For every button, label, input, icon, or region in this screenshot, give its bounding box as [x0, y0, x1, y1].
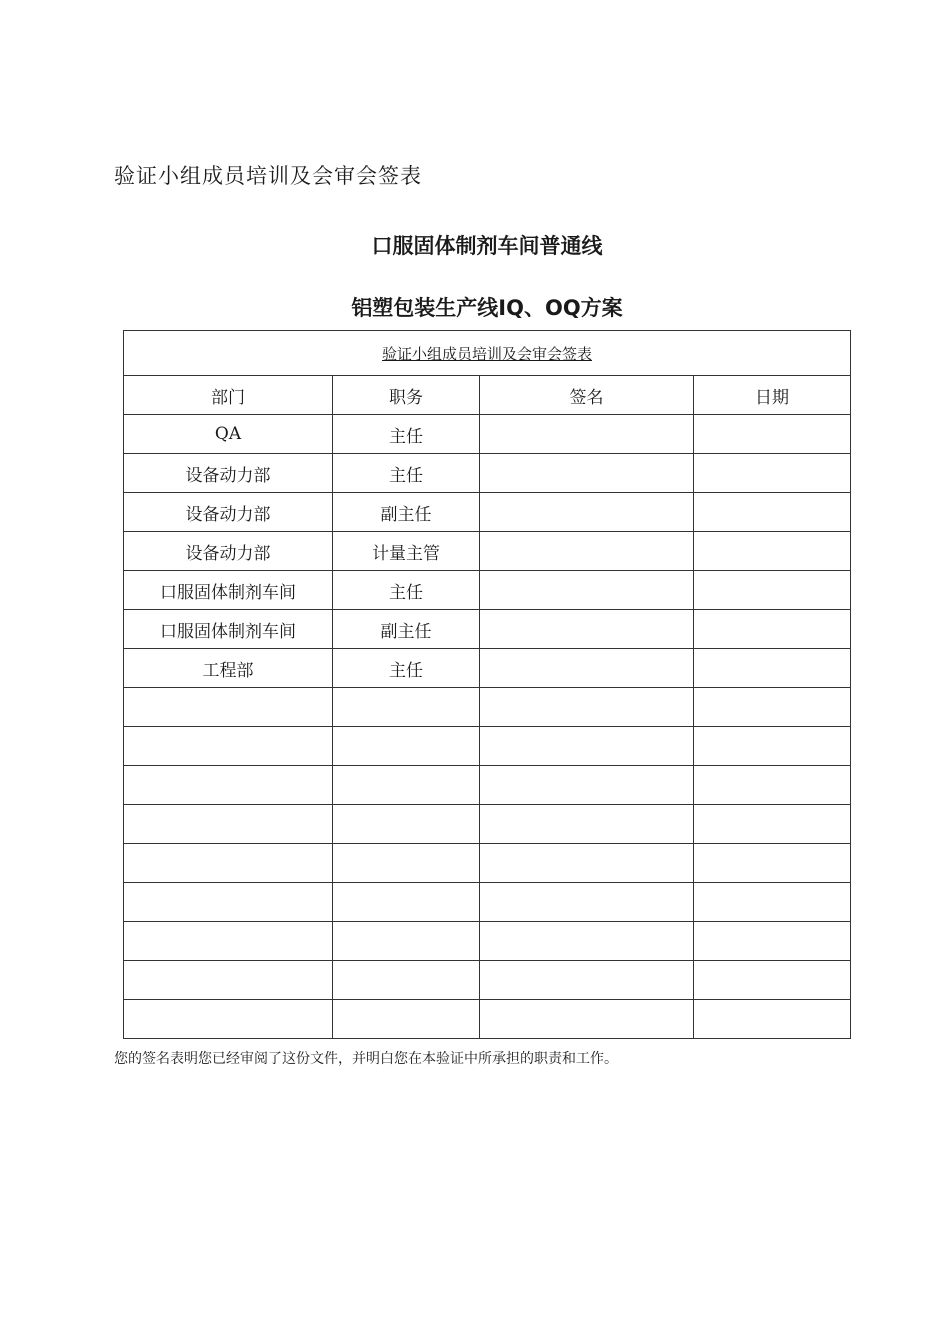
- table-row: [124, 610, 851, 649]
- date-cell[interactable]: [694, 805, 851, 844]
- date-cell[interactable]: [694, 961, 851, 1000]
- table-row: [124, 493, 851, 532]
- signature-cell[interactable]: [480, 805, 694, 844]
- department-cell: QA: [124, 415, 333, 454]
- department-cell: [124, 844, 333, 883]
- header-date: 日期: [694, 376, 851, 415]
- position-cell: [333, 961, 480, 1000]
- signature-cell[interactable]: [480, 961, 694, 1000]
- header-department: 部门: [124, 376, 333, 415]
- document-title-line-1: 口服固体制剂车间普通线: [371, 234, 603, 258]
- header-position: 职务: [333, 376, 480, 415]
- department-cell: 设备动力部: [124, 493, 333, 532]
- header-signature: 签名: [480, 376, 694, 415]
- department-cell: [124, 727, 333, 766]
- date-cell[interactable]: [694, 454, 851, 493]
- table-caption: 验证小组成员培训及会审会签表: [382, 344, 593, 363]
- department-cell: 口服固体制剂车间: [124, 610, 333, 649]
- date-cell[interactable]: [694, 1000, 851, 1039]
- position-cell: 计量主管: [333, 532, 480, 571]
- table-header-row: [124, 376, 851, 415]
- signature-cell[interactable]: [480, 688, 694, 727]
- table-row: [124, 415, 851, 454]
- date-cell[interactable]: [694, 571, 851, 610]
- department-cell: [124, 805, 333, 844]
- signature-footnote: 您的签名表明您已经审阅了这份文件，并明白您在本验证中所承担的职责和工作。: [114, 1051, 618, 1067]
- department-cell: 口服固体制剂车间: [124, 571, 333, 610]
- table-row: [124, 844, 851, 883]
- date-cell[interactable]: [694, 610, 851, 649]
- table-row: [124, 961, 851, 1000]
- table-caption-row: [124, 331, 851, 376]
- date-cell[interactable]: [694, 493, 851, 532]
- position-cell: [333, 766, 480, 805]
- date-cell[interactable]: [694, 844, 851, 883]
- signature-cell[interactable]: [480, 493, 694, 532]
- table-row: [124, 1000, 851, 1039]
- signature-cell[interactable]: [480, 649, 694, 688]
- date-cell[interactable]: [694, 649, 851, 688]
- signoff-table: [123, 330, 851, 1039]
- position-cell: 副主任: [333, 493, 480, 532]
- position-cell: 主任: [333, 454, 480, 493]
- table-row: [124, 805, 851, 844]
- department-cell: 工程部: [124, 649, 333, 688]
- department-cell: 设备动力部: [124, 454, 333, 493]
- table-row: [124, 454, 851, 493]
- signature-cell[interactable]: [480, 766, 694, 805]
- position-cell: [333, 922, 480, 961]
- table-row: [124, 766, 851, 805]
- signature-cell[interactable]: [480, 883, 694, 922]
- position-cell: 主任: [333, 649, 480, 688]
- signature-cell[interactable]: [480, 571, 694, 610]
- signature-cell[interactable]: [480, 727, 694, 766]
- signature-cell[interactable]: [480, 610, 694, 649]
- signature-cell[interactable]: [480, 415, 694, 454]
- position-cell: [333, 805, 480, 844]
- table-row: [124, 922, 851, 961]
- table-caption-cell: [124, 331, 851, 376]
- position-cell: [333, 688, 480, 727]
- position-cell: [333, 844, 480, 883]
- position-cell: [333, 1000, 480, 1039]
- date-cell[interactable]: [694, 688, 851, 727]
- table-row: [124, 883, 851, 922]
- signature-cell[interactable]: [480, 454, 694, 493]
- table-row: [124, 532, 851, 571]
- date-cell[interactable]: [694, 415, 851, 454]
- date-cell[interactable]: [694, 532, 851, 571]
- document-title-line-2: 铝塑包装生产线IQ、OQ方案: [351, 296, 623, 320]
- department-cell: [124, 766, 333, 805]
- department-cell: [124, 961, 333, 1000]
- date-cell[interactable]: [694, 766, 851, 805]
- table-row: [124, 649, 851, 688]
- table-row: [124, 688, 851, 727]
- position-cell: 主任: [333, 415, 480, 454]
- date-cell[interactable]: [694, 922, 851, 961]
- signature-cell[interactable]: [480, 532, 694, 571]
- date-cell[interactable]: [694, 883, 851, 922]
- date-cell[interactable]: [694, 727, 851, 766]
- position-cell: 主任: [333, 571, 480, 610]
- department-cell: [124, 922, 333, 961]
- table-row: [124, 727, 851, 766]
- page-heading: 验证小组成员培训及会审会签表: [114, 164, 422, 188]
- signature-cell[interactable]: [480, 844, 694, 883]
- position-cell: [333, 883, 480, 922]
- signature-cell[interactable]: [480, 922, 694, 961]
- signature-cell[interactable]: [480, 1000, 694, 1039]
- department-cell: [124, 688, 333, 727]
- department-cell: 设备动力部: [124, 532, 333, 571]
- table-row: [124, 571, 851, 610]
- position-cell: 副主任: [333, 610, 480, 649]
- department-cell: [124, 1000, 333, 1039]
- position-cell: [333, 727, 480, 766]
- department-cell: [124, 883, 333, 922]
